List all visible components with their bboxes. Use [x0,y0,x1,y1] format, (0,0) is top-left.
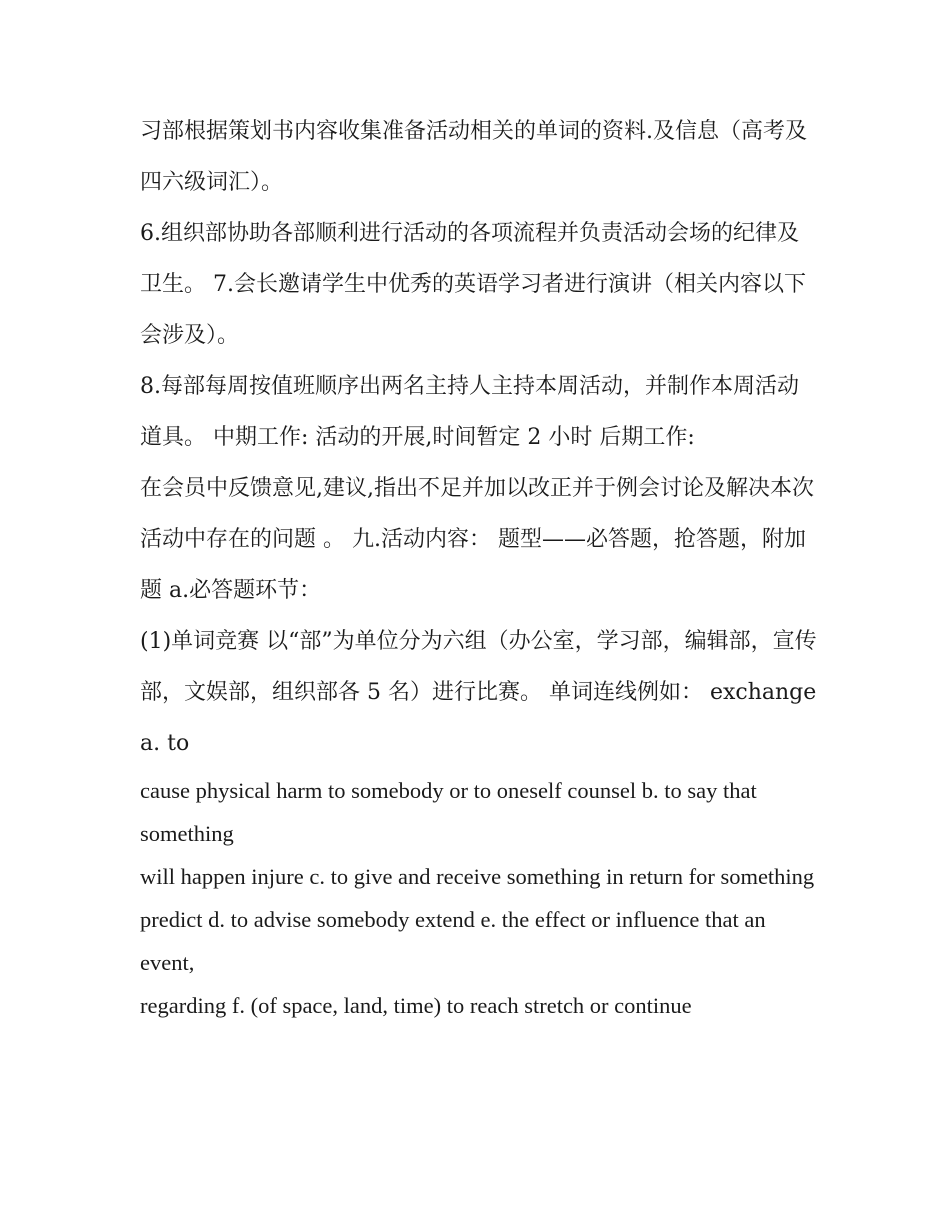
paragraph-1: 习部根据策划书内容收集准备活动相关的单词的资料.及信息（高考及四六级词汇）。 [140,119,807,195]
paragraph-8: predict d. to advise somebody extend e. the effect or influence that an event, [140,907,766,975]
paragraph-6: cause physical harm to somebody or to oneself counsel b. to say that something [140,778,757,846]
paragraph-3: 8.每部每周按值班顺序出两名主持人主持本周活动，并制作本周活动道具。 中期工作: 活动的开展,时间暂定 2 小时 后期工作: [140,374,799,450]
document-body [140,106,820,1027]
paragraph-2: 6.组织部协助各部顺利进行活动的各项流程并负责活动会场的纪律及卫生。 7.会长邀请学生中优秀的英语学习者进行演讲（相关内容以下会涉及）。 [140,221,806,348]
paragraph-5: (1)单词竞赛 以“部”为单位分为六组（办公室，学习部，编辑部，宣传部，文娱部，组织部各 5 名）进行比赛。 单词连线例如： exchange a. to [140,629,817,756]
paragraph-7: will happen injure c. to give and receive something in return for something [140,864,815,889]
paragraph-9: regarding f. (of space, land, time) to reach stretch or continue [140,993,692,1018]
paragraph-4: 在会员中反馈意见,建议,指出不足并加以改正并于例会讨论及解决本次活动中存在的问题 。 九.活动内容： 题型——必答题，抢答题，附加题 a.必答题环节： [140,476,814,603]
